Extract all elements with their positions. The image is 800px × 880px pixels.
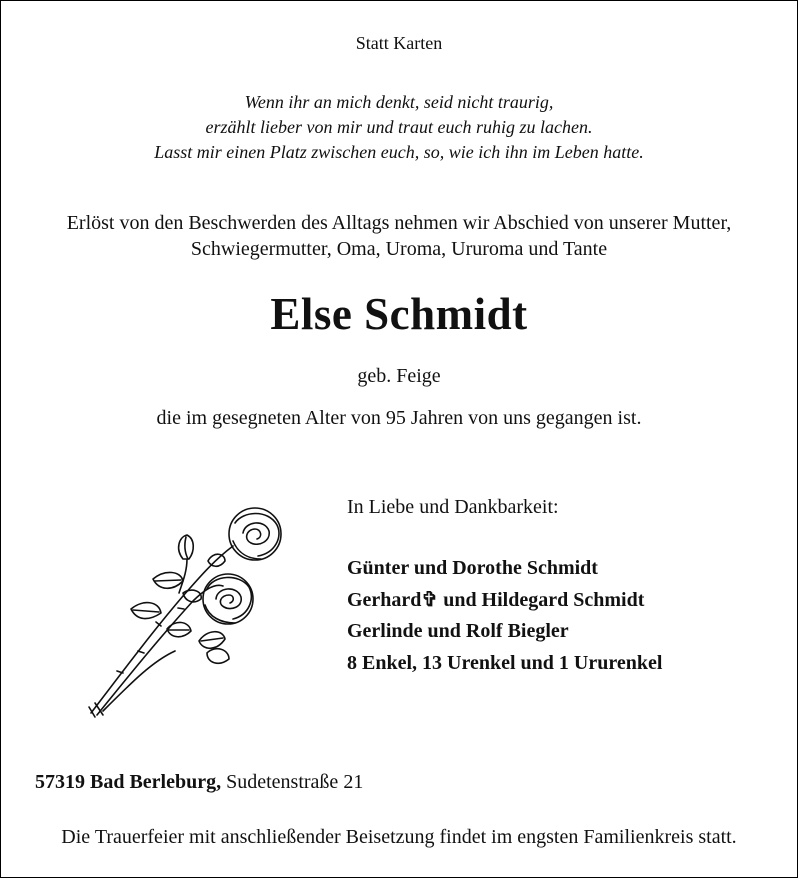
rose-icon: [83, 501, 298, 721]
intro-text: [1, 210, 797, 262]
family-member: 8 Enkel, 13 Urenkel und 1 Ururenkel: [347, 651, 663, 674]
poem-line: Wenn ihr an mich denkt, seid nicht traurig,: [244, 92, 554, 112]
address: [35, 771, 363, 794]
family-member: Günter und Dorothe Schmidt: [347, 557, 598, 579]
poem: [1, 90, 797, 165]
intro-line: Erlöst von den Beschwerden des Alltags nehmen wir Abschied von unserer Mutter,: [66, 212, 732, 234]
birth-name: geb. Feige: [357, 365, 441, 387]
header-text: Statt Karten: [355, 33, 443, 53]
funeral-note: Die Trauerfeier mit anschließender Beisetzung findet im engsten Familienkreis statt.: [61, 826, 737, 848]
address-street: Sudetenstraße 21: [226, 771, 364, 793]
family-member: Gerlinde und Rolf Biegler: [347, 620, 569, 642]
age-line: die im gesegneten Alter von 95 Jahren von uns gegangen ist.: [156, 407, 642, 429]
intro-line: Schwiegermutter, Oma, Uroma, Ururoma und Tante: [190, 238, 608, 260]
poem-line: erzählt lieber von mir und traut euch ruhig zu lachen.: [205, 117, 593, 137]
closing-phrase: In Liebe und Dankbarkeit:: [347, 496, 559, 518]
poem-line: Lasst mir einen Platz zwischen euch, so, wie ich ihn im Leben hatte.: [154, 142, 644, 162]
deceased-name: Else Schmidt: [270, 289, 528, 339]
family-section: [347, 496, 787, 679]
family-member: Gerhard✞ und Hildegard Schmidt: [347, 588, 645, 611]
address-city: 57319 Bad Berleburg,: [35, 771, 222, 793]
